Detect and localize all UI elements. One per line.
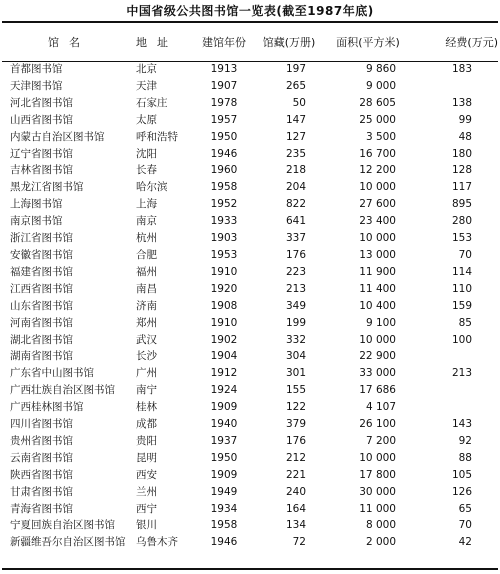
table-row bbox=[2, 112, 500, 129]
cell-location: 贵阳 bbox=[136, 434, 157, 447]
cell-collection: 155 bbox=[285, 384, 306, 397]
header-name: 馆名 bbox=[48, 36, 90, 49]
table-row bbox=[2, 467, 500, 484]
cell-name: 广西壮族自治区图书馆 bbox=[10, 384, 115, 397]
cell-collection: 176 bbox=[285, 434, 306, 447]
cell-year: 1940 bbox=[210, 418, 238, 431]
cell-year: 1924 bbox=[210, 384, 238, 397]
cell-name: 河北省图书馆 bbox=[10, 96, 73, 109]
cell-name: 首都图书馆 bbox=[10, 63, 63, 75]
cell-year: 1920 bbox=[210, 282, 238, 295]
cell-name: 辽宁省图书馆 bbox=[10, 147, 73, 160]
table-row bbox=[2, 399, 500, 416]
cell-location: 广州 bbox=[136, 367, 157, 380]
table-body bbox=[2, 61, 500, 551]
cell-collection: 235 bbox=[285, 147, 306, 160]
cell-location: 昆明 bbox=[136, 451, 157, 464]
header-area: 面积(平方米) bbox=[336, 36, 400, 49]
cell-year: 1908 bbox=[210, 299, 238, 312]
cell-name: 湖南省图书馆 bbox=[10, 350, 73, 363]
cell-funding bbox=[410, 382, 500, 399]
cell-collection: 265 bbox=[285, 79, 306, 92]
cell-location: 兰州 bbox=[136, 485, 157, 498]
cell-area: 13 000 bbox=[359, 248, 396, 261]
cell-collection: 379 bbox=[285, 418, 306, 431]
cell-location: 长春 bbox=[136, 164, 157, 177]
table-row bbox=[2, 450, 500, 467]
cell-funding: 128 bbox=[451, 164, 472, 177]
cell-year: 1950 bbox=[210, 451, 238, 464]
cell-collection: 134 bbox=[285, 519, 306, 532]
cell-year: 1902 bbox=[210, 333, 238, 346]
cell-location: 杭州 bbox=[136, 232, 157, 245]
cell-year: 1950 bbox=[210, 130, 238, 143]
cell-year: 1946 bbox=[210, 536, 238, 549]
cell-funding: 280 bbox=[451, 215, 472, 228]
cell-year: 1946 bbox=[210, 147, 238, 160]
cell-location: 南宁 bbox=[136, 384, 157, 397]
table-row bbox=[2, 61, 500, 78]
cell-name: 内蒙古自治区图书馆 bbox=[10, 130, 105, 143]
header-funding: 经费(万元) bbox=[445, 36, 498, 49]
cell-year: 1909 bbox=[210, 468, 238, 481]
cell-location: 长沙 bbox=[136, 350, 157, 363]
cell-funding: 92 bbox=[458, 434, 472, 447]
cell-location: 上海 bbox=[136, 198, 157, 211]
table-title: 中国省级公共图书馆一览表(截至1987年底) bbox=[126, 4, 374, 18]
cell-year: 1910 bbox=[210, 316, 238, 329]
table-row bbox=[2, 382, 500, 399]
cell-name: 山东省图书馆 bbox=[10, 299, 73, 312]
cell-location: 西安 bbox=[136, 468, 157, 481]
cell-funding bbox=[410, 78, 500, 95]
cell-funding: 48 bbox=[458, 130, 472, 143]
table-row bbox=[2, 129, 500, 146]
cell-funding: 70 bbox=[458, 248, 472, 261]
cell-area: 9 000 bbox=[365, 79, 396, 92]
cell-location: 武汉 bbox=[136, 333, 157, 346]
cell-area: 27 600 bbox=[359, 198, 396, 211]
table-row bbox=[2, 146, 500, 163]
cell-location: 沈阳 bbox=[136, 147, 157, 160]
cell-funding: 99 bbox=[458, 113, 472, 126]
cell-area: 9 100 bbox=[365, 316, 396, 329]
cell-collection: 301 bbox=[285, 367, 306, 380]
cell-name: 天津图书馆 bbox=[10, 79, 63, 92]
cell-name: 贵州省图书馆 bbox=[10, 434, 73, 447]
cell-location: 太原 bbox=[136, 113, 157, 126]
cell-year: 1937 bbox=[210, 434, 238, 447]
cell-year: 1903 bbox=[210, 232, 238, 245]
cell-area: 8 000 bbox=[365, 519, 396, 532]
cell-collection: 50 bbox=[292, 96, 306, 109]
cell-year: 1953 bbox=[210, 248, 238, 261]
cell-funding: 126 bbox=[451, 485, 472, 498]
cell-funding: 117 bbox=[451, 181, 472, 194]
table-row bbox=[2, 433, 500, 450]
cell-location: 桂林 bbox=[136, 401, 157, 414]
cell-location: 合肥 bbox=[136, 248, 157, 261]
cell-funding: 105 bbox=[451, 468, 472, 481]
cell-year: 1904 bbox=[210, 350, 238, 363]
cell-year: 1960 bbox=[210, 164, 238, 177]
cell-year: 1907 bbox=[210, 79, 238, 92]
cell-area: 3 500 bbox=[365, 130, 396, 143]
cell-collection: 197 bbox=[285, 63, 306, 75]
cell-area: 22 900 bbox=[359, 350, 396, 363]
cell-funding bbox=[410, 348, 500, 365]
cell-area: 9 860 bbox=[365, 63, 396, 75]
cell-year: 1978 bbox=[210, 96, 238, 109]
cell-name: 浙江省图书馆 bbox=[10, 232, 73, 245]
table-row bbox=[2, 517, 500, 534]
table-row bbox=[2, 501, 500, 518]
cell-collection: 127 bbox=[285, 130, 306, 143]
cell-location: 成都 bbox=[136, 418, 157, 431]
cell-year: 1912 bbox=[210, 367, 238, 380]
cell-name: 湖北省图书馆 bbox=[10, 333, 73, 346]
cell-area: 7 200 bbox=[365, 434, 396, 447]
cell-area: 10 000 bbox=[359, 451, 396, 464]
cell-area: 10 000 bbox=[359, 181, 396, 194]
cell-area: 23 400 bbox=[359, 215, 396, 228]
cell-year: 1949 bbox=[210, 485, 238, 498]
header-collection: 馆藏(万册) bbox=[262, 36, 316, 49]
cell-area: 11 900 bbox=[359, 265, 396, 278]
cell-area: 26 100 bbox=[359, 418, 396, 431]
table-row bbox=[2, 196, 500, 213]
table-row bbox=[2, 332, 500, 349]
cell-name: 甘肃省图书馆 bbox=[10, 485, 73, 498]
cell-name: 陕西省图书馆 bbox=[10, 468, 73, 481]
table-row bbox=[2, 247, 500, 264]
cell-area: 4 107 bbox=[365, 401, 396, 414]
cell-funding: 42 bbox=[458, 536, 472, 549]
cell-name: 新疆维吾尔自治区图书馆 bbox=[10, 536, 126, 549]
cell-name: 福建省图书馆 bbox=[10, 265, 73, 278]
cell-collection: 822 bbox=[285, 198, 306, 211]
cell-name: 山西省图书馆 bbox=[10, 113, 73, 126]
cell-name: 上海图书馆 bbox=[10, 198, 63, 211]
cell-name: 安徽省图书馆 bbox=[10, 248, 73, 261]
cell-area: 30 000 bbox=[359, 485, 396, 498]
cell-area: 33 000 bbox=[359, 367, 396, 380]
cell-funding: 110 bbox=[451, 282, 472, 295]
cell-name: 青海省图书馆 bbox=[10, 502, 73, 515]
table-row bbox=[2, 484, 500, 501]
table-row bbox=[2, 416, 500, 433]
table-row bbox=[2, 95, 500, 112]
cell-year: 1913 bbox=[210, 63, 238, 75]
cell-area: 25 000 bbox=[359, 113, 396, 126]
cell-funding: 143 bbox=[451, 418, 472, 431]
cell-location: 福州 bbox=[136, 265, 157, 278]
cell-collection: 204 bbox=[285, 181, 306, 194]
cell-area: 28 605 bbox=[359, 96, 396, 109]
cell-location: 天津 bbox=[136, 79, 157, 92]
cell-location: 北京 bbox=[136, 63, 157, 75]
table-row bbox=[2, 348, 500, 365]
cell-year: 1952 bbox=[210, 198, 238, 211]
table-row bbox=[2, 281, 500, 298]
cell-year: 1958 bbox=[210, 181, 238, 194]
cell-area: 10 000 bbox=[359, 232, 396, 245]
cell-collection: 221 bbox=[285, 468, 306, 481]
cell-name: 南京图书馆 bbox=[10, 215, 63, 228]
cell-name: 广西桂林图书馆 bbox=[10, 401, 84, 414]
cell-funding: 114 bbox=[451, 265, 472, 278]
cell-year: 1958 bbox=[210, 519, 238, 532]
cell-location: 郑州 bbox=[136, 316, 157, 329]
library-table bbox=[2, 23, 500, 551]
cell-funding: 100 bbox=[451, 333, 472, 346]
cell-name: 四川省图书馆 bbox=[10, 418, 73, 431]
cell-collection: 218 bbox=[285, 164, 306, 177]
cell-area: 16 700 bbox=[359, 147, 396, 160]
cell-location: 哈尔滨 bbox=[136, 181, 168, 194]
cell-name: 吉林省图书馆 bbox=[10, 164, 73, 177]
cell-funding: 895 bbox=[451, 198, 472, 211]
table-row bbox=[2, 534, 500, 551]
cell-area: 17 800 bbox=[359, 468, 396, 481]
cell-location: 呼和浩特 bbox=[136, 130, 178, 143]
cell-funding: 138 bbox=[451, 96, 472, 109]
cell-name: 广东省中山图书馆 bbox=[10, 367, 94, 380]
cell-area: 12 200 bbox=[359, 164, 396, 177]
cell-funding: 88 bbox=[458, 451, 472, 464]
cell-funding: 85 bbox=[458, 316, 472, 329]
table-row bbox=[2, 78, 500, 95]
cell-name: 河南省图书馆 bbox=[10, 316, 73, 329]
table-row bbox=[2, 315, 500, 332]
cell-funding: 213 bbox=[451, 367, 472, 380]
cell-funding: 180 bbox=[451, 147, 472, 160]
cell-location: 西宁 bbox=[136, 502, 157, 515]
cell-collection: 213 bbox=[285, 282, 306, 295]
cell-collection: 337 bbox=[285, 232, 306, 245]
table-row bbox=[2, 179, 500, 196]
cell-funding: 70 bbox=[458, 519, 472, 532]
cell-collection: 332 bbox=[285, 333, 306, 346]
cell-area: 10 400 bbox=[359, 299, 396, 312]
cell-location: 南昌 bbox=[136, 282, 157, 295]
table-row bbox=[2, 213, 500, 230]
cell-location: 南京 bbox=[136, 215, 157, 228]
cell-collection: 199 bbox=[285, 316, 306, 329]
bottom-rule bbox=[2, 568, 498, 570]
cell-location: 济南 bbox=[136, 299, 157, 312]
cell-name: 黑龙江省图书馆 bbox=[10, 181, 84, 194]
cell-collection: 349 bbox=[285, 299, 306, 312]
cell-funding: 65 bbox=[458, 502, 472, 515]
cell-funding: 159 bbox=[451, 299, 472, 312]
cell-area: 11 000 bbox=[359, 502, 396, 515]
cell-location: 银川 bbox=[136, 519, 157, 532]
table-row bbox=[2, 365, 500, 382]
cell-funding: 183 bbox=[451, 63, 472, 75]
cell-year: 1910 bbox=[210, 265, 238, 278]
cell-area: 17 686 bbox=[359, 384, 396, 397]
cell-funding: 153 bbox=[451, 232, 472, 245]
cell-location: 石家庄 bbox=[136, 96, 168, 109]
cell-collection: 72 bbox=[292, 536, 306, 549]
cell-collection: 240 bbox=[285, 485, 306, 498]
cell-collection: 212 bbox=[285, 451, 306, 464]
cell-area: 11 400 bbox=[359, 282, 396, 295]
cell-collection: 176 bbox=[285, 248, 306, 261]
cell-collection: 304 bbox=[285, 350, 306, 363]
header-row bbox=[2, 23, 500, 61]
cell-funding bbox=[410, 399, 500, 416]
table-row bbox=[2, 298, 500, 315]
table-row bbox=[2, 162, 500, 179]
cell-year: 1934 bbox=[210, 502, 238, 515]
table-row bbox=[2, 264, 500, 281]
cell-year: 1909 bbox=[210, 401, 238, 414]
cell-collection: 223 bbox=[285, 265, 306, 278]
table-row bbox=[2, 230, 500, 247]
cell-collection: 122 bbox=[285, 401, 306, 414]
cell-collection: 147 bbox=[285, 113, 306, 126]
cell-name: 江西省图书馆 bbox=[10, 282, 73, 295]
cell-collection: 164 bbox=[285, 502, 306, 515]
cell-collection: 641 bbox=[285, 215, 306, 228]
cell-location: 乌鲁木齐 bbox=[136, 536, 178, 549]
cell-area: 2 000 bbox=[365, 536, 396, 549]
cell-year: 1933 bbox=[210, 215, 238, 228]
cell-name: 宁夏回族自治区图书馆 bbox=[10, 519, 115, 532]
header-year: 建馆年份 bbox=[202, 36, 246, 49]
cell-area: 10 000 bbox=[359, 333, 396, 346]
header-location: 地址 bbox=[136, 36, 178, 49]
cell-year: 1957 bbox=[210, 113, 238, 126]
cell-name: 云南省图书馆 bbox=[10, 451, 73, 464]
